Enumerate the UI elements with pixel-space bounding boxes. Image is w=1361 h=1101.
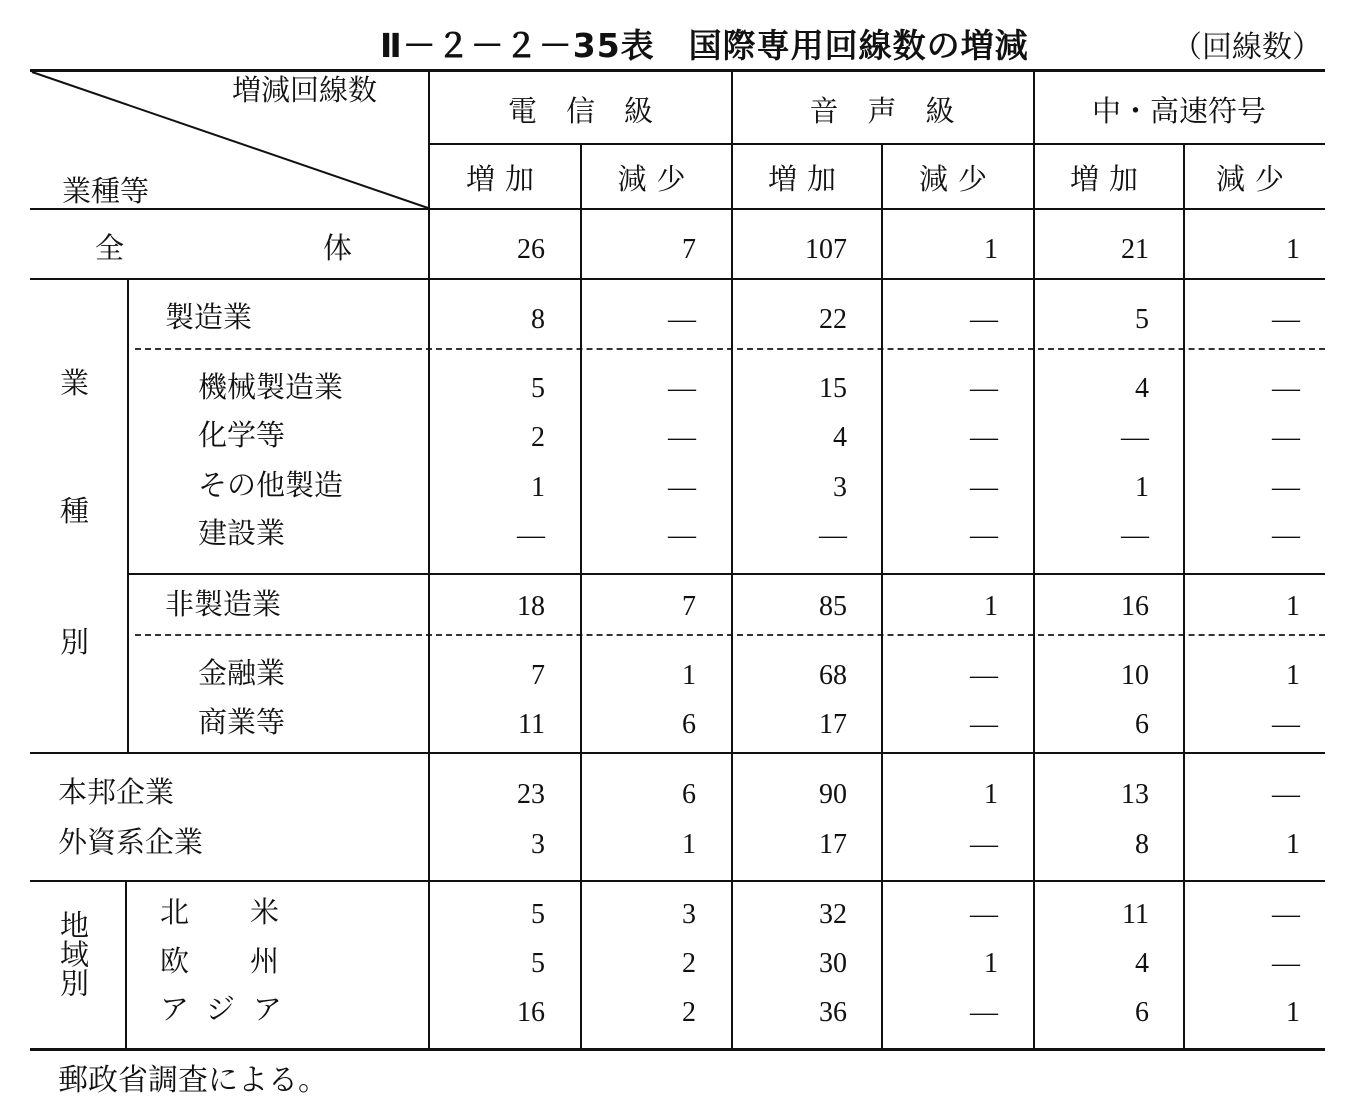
- row-label: 製造業: [165, 300, 253, 334]
- cell-value: —: [668, 520, 696, 551]
- cell-value: —: [970, 660, 998, 691]
- cell-value: 1: [1135, 472, 1149, 503]
- cell-value: —: [1272, 520, 1300, 551]
- cell-value: —: [970, 373, 998, 404]
- cell-value: —: [1121, 520, 1149, 551]
- subheader-increase: 増加: [465, 162, 544, 196]
- row-label: 建設業: [198, 516, 286, 550]
- cell-value: —: [1272, 899, 1300, 930]
- total-value: 26: [517, 234, 545, 265]
- cell-value: 2: [682, 948, 696, 979]
- cell-value: —: [819, 520, 847, 551]
- row-label: 欧 州: [160, 944, 296, 978]
- cell-value: 3: [833, 472, 847, 503]
- cell-value: 23: [517, 779, 545, 810]
- cell-value: —: [970, 997, 998, 1028]
- cell-value: —: [1272, 948, 1300, 979]
- cell-value: 85: [819, 591, 847, 622]
- cell-value: 10: [1121, 660, 1149, 691]
- cell-value: 1: [1286, 591, 1300, 622]
- row-label: 非製造業: [165, 587, 282, 621]
- cell-value: 5: [1135, 304, 1149, 335]
- cell-value: 5: [531, 373, 545, 404]
- row-label: 商業等: [198, 705, 286, 739]
- table-title: Ⅱ－２－２－35表 国際専用回線数の増減: [380, 26, 1029, 65]
- cell-value: —: [970, 472, 998, 503]
- cell-value: —: [1272, 373, 1300, 404]
- cell-value: 6: [682, 779, 696, 810]
- cell-value: 2: [682, 997, 696, 1028]
- cell-value: 1: [1286, 660, 1300, 691]
- cell-value: —: [970, 899, 998, 930]
- corner-top-label: 増減回線数: [232, 73, 378, 107]
- cell-value: 1: [682, 660, 696, 691]
- cell-value: —: [668, 373, 696, 404]
- cell-value: —: [970, 304, 998, 335]
- cell-value: 1: [531, 472, 545, 503]
- cell-value: —: [1121, 422, 1149, 453]
- cell-value: 1: [984, 779, 998, 810]
- cell-value: —: [668, 422, 696, 453]
- unit-label: （回線数）: [1172, 30, 1322, 65]
- cell-value: 30: [819, 948, 847, 979]
- cell-value: 17: [819, 709, 847, 740]
- cell-value: 2: [531, 422, 545, 453]
- cell-value: —: [970, 709, 998, 740]
- industry-side-label: 種: [60, 494, 90, 528]
- cell-value: 36: [819, 997, 847, 1028]
- cell-value: 68: [819, 660, 847, 691]
- row-label: 本邦企業: [58, 775, 175, 809]
- cell-value: 3: [682, 899, 696, 930]
- cell-value: —: [517, 520, 545, 551]
- row-label: 化学等: [198, 418, 286, 452]
- cell-value: 8: [1135, 829, 1149, 860]
- cell-value: 18: [517, 591, 545, 622]
- group-header-voice: 音 声 級: [809, 94, 955, 128]
- cell-value: 6: [1135, 709, 1149, 740]
- cell-value: 4: [1135, 948, 1149, 979]
- total-label-a: 全: [95, 231, 125, 265]
- total-value: 107: [805, 234, 847, 265]
- row-label: 金融業: [198, 656, 286, 690]
- industry-side-label: 別: [60, 625, 90, 659]
- industry-side-label: 業: [60, 366, 90, 400]
- cell-value: —: [1272, 779, 1300, 810]
- cell-value: —: [970, 520, 998, 551]
- cell-value: 7: [531, 660, 545, 691]
- group-header-data: 中・高速符号: [1091, 94, 1266, 128]
- cell-value: —: [668, 304, 696, 335]
- cell-value: 16: [1121, 591, 1149, 622]
- total-value: 1: [984, 234, 998, 265]
- cell-value: 5: [531, 948, 545, 979]
- cell-value: 6: [682, 709, 696, 740]
- group-header-telegraph: 電 信 級: [507, 94, 653, 128]
- cell-value: 15: [819, 373, 847, 404]
- cell-value: 1: [984, 948, 998, 979]
- cell-value: 13: [1121, 779, 1149, 810]
- total-label-b: 体: [323, 231, 353, 265]
- total-value: 1: [1286, 234, 1300, 265]
- cell-value: —: [1272, 709, 1300, 740]
- cell-value: 4: [833, 422, 847, 453]
- cell-value: —: [1272, 422, 1300, 453]
- subheader-decrease: 減少: [617, 162, 696, 196]
- cell-value: —: [970, 829, 998, 860]
- row-label: その他製造: [198, 468, 344, 502]
- cell-value: 22: [819, 304, 847, 335]
- row-label: 外資系企業: [58, 825, 204, 859]
- row-label: 北 米: [160, 895, 296, 929]
- cell-value: 1: [1286, 829, 1300, 860]
- cell-value: —: [1272, 304, 1300, 335]
- subheader-decrease: 減少: [918, 162, 997, 196]
- subheader-increase: 増加: [1069, 162, 1148, 196]
- cell-value: 1: [1286, 997, 1300, 1028]
- source-footnote: 郵政省調査による。: [58, 1063, 328, 1098]
- cell-value: 17: [819, 829, 847, 860]
- cell-value: 11: [518, 709, 545, 740]
- row-label: アジア: [160, 992, 300, 1026]
- cell-value: 4: [1135, 373, 1149, 404]
- cell-value: 8: [531, 304, 545, 335]
- cell-value: —: [668, 472, 696, 503]
- cell-value: 7: [682, 591, 696, 622]
- cell-value: 90: [819, 779, 847, 810]
- cell-value: 3: [531, 829, 545, 860]
- cell-value: 6: [1135, 997, 1149, 1028]
- cell-value: 1: [682, 829, 696, 860]
- row-label: 機械製造業: [198, 370, 344, 404]
- cell-value: 5: [531, 899, 545, 930]
- total-value: 7: [682, 234, 696, 265]
- subheader-decrease: 減少: [1215, 162, 1294, 196]
- corner-bottom-label: 業種等: [62, 174, 150, 208]
- cell-value: 32: [819, 899, 847, 930]
- cell-value: —: [1272, 472, 1300, 503]
- cell-value: 1: [984, 591, 998, 622]
- cell-value: —: [970, 422, 998, 453]
- total-value: 21: [1121, 234, 1149, 265]
- region-side-label: 地域別: [56, 910, 90, 997]
- cell-value: 11: [1122, 899, 1149, 930]
- subheader-increase: 増加: [767, 162, 846, 196]
- cell-value: 16: [517, 997, 545, 1028]
